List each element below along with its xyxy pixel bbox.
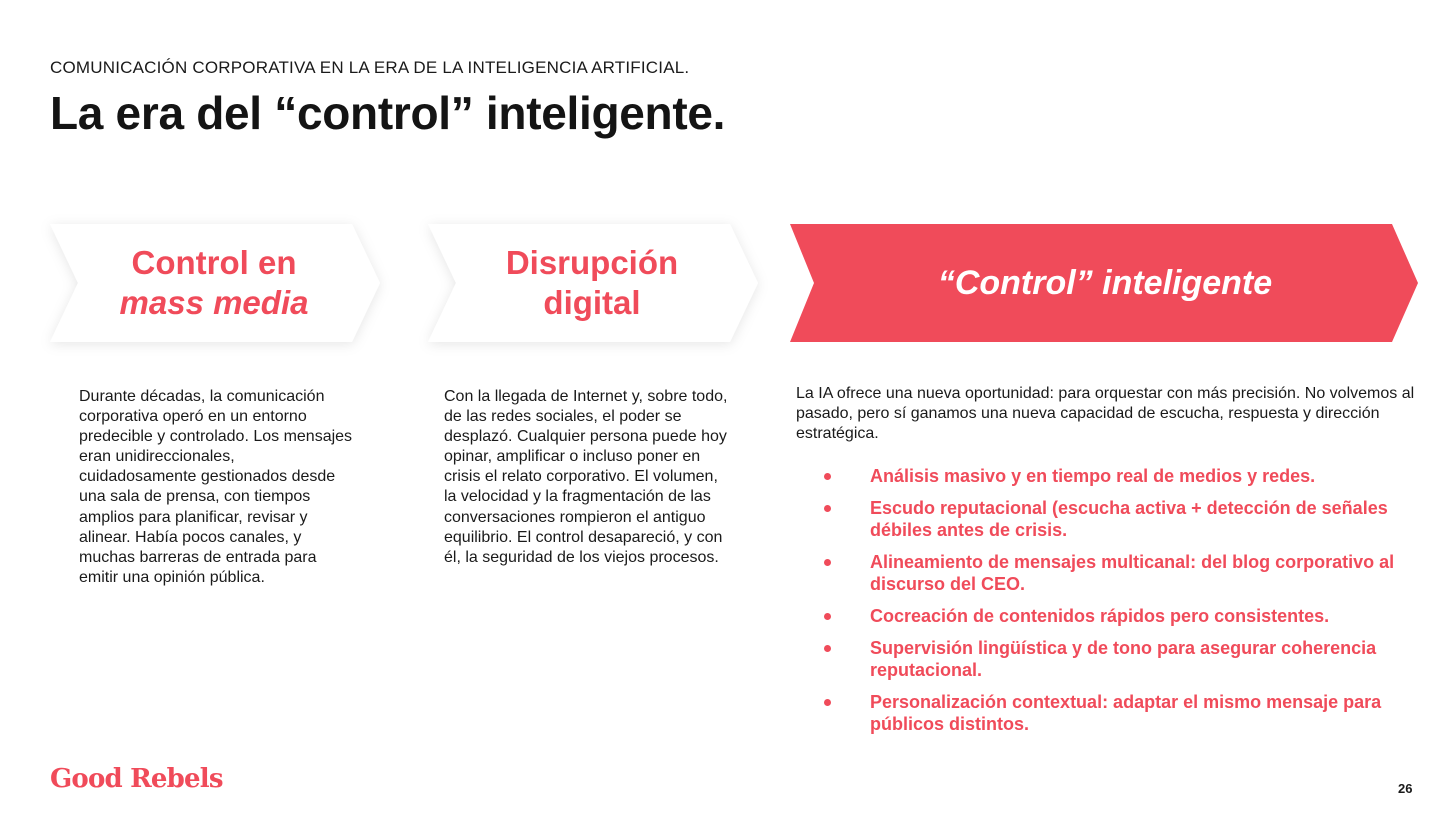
list-item-text: Escudo reputacional (escucha activa + detección de señales débiles antes de crisis. (870, 498, 1388, 540)
bullet-dot-icon (824, 473, 831, 480)
digital-disruption-description: Con la llegada de Internet y, sobre todo, de las redes sociales, el poder se desplazó. Cualquier persona puede hoy opinar, amplificar o incluso poner en crisis el relato corporativo. El volumen, la velocidad y la fragmentación de las conversaciones rompieron el antiguo equilibrio. El control desapareció, y con él, la seguridad de los viejos procesos. (444, 388, 728, 566)
capabilities-list (820, 465, 1420, 745)
bullet-dot-icon (824, 559, 831, 566)
list-item (820, 465, 1420, 487)
good-rebels-logo: Good Rebels (50, 764, 223, 794)
stage-label-line-1: Control en (131, 244, 297, 281)
bullet-dot-icon (824, 645, 831, 652)
list-item (820, 497, 1420, 541)
list-item (820, 637, 1420, 681)
list-item-text: Alineamiento de mensajes multicanal: del blog corporativo al discurso del CEO. (870, 552, 1395, 594)
bullet-dot-icon (824, 505, 831, 512)
intelligent-control-intro: La IA ofrece una nueva oportunidad: para orquestar con más precisión. No volvemos al pasado, pero sí ganamos una nueva capacidad de escucha, respuesta y dirección estratégica. (796, 385, 1415, 443)
stage-label-line-1: “Control” inteligente (937, 264, 1273, 302)
mass-media-description: Durante décadas, la comunicación corporativa operó en un entorno predecible y controlado. Los mensajes eran unidireccionales, cuidadosamente gestionados desde una sala de prensa, con tiempos amplios para planificar, revisar y alinear. Había pocos canales, y muchas barreras de entrada para emitir una opinión pública. (79, 388, 353, 586)
stage-label-line-2: digital (543, 284, 641, 321)
stage-chevron-mass-media (50, 224, 380, 342)
list-item-text: Análisis masivo y en tiempo real de medios y redes. (870, 466, 1316, 486)
eyebrow-text: COMUNICACIÓN CORPORATIVA EN LA ERA DE LA INTELIGENCIA ARTIFICIAL. (50, 58, 690, 77)
stage-label-line-1: Disrupción (505, 244, 679, 281)
stage-label (810, 224, 1400, 342)
page-title: La era del “control” inteligente. (50, 87, 726, 139)
list-item (820, 551, 1420, 595)
stage-label (64, 224, 364, 342)
bullet-dot-icon (824, 699, 831, 706)
stage-chevron-digital-disruption (428, 224, 758, 342)
list-item-text: Supervisión lingüística y de tono para asegurar coherencia reputacional. (870, 638, 1377, 680)
stage-label-line-2: mass media (119, 284, 309, 321)
list-item (820, 605, 1420, 627)
stage-label (442, 224, 742, 342)
page-number: 26 (1398, 781, 1413, 796)
list-item-text: Cocreación de contenidos rápidos pero consistentes. (870, 606, 1330, 626)
bullet-dot-icon (824, 613, 831, 620)
list-item-text: Personalización contextual: adaptar el mismo mensaje para públicos distintos. (870, 692, 1382, 734)
list-item (820, 691, 1420, 735)
stage-chevron-intelligent-control (790, 224, 1418, 342)
